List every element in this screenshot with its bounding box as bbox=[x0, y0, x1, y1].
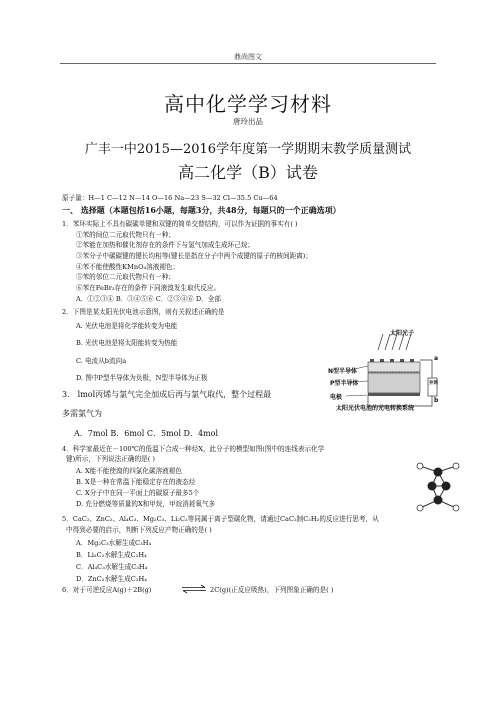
top-electrodes bbox=[370, 359, 414, 362]
p-type-layer bbox=[368, 373, 420, 393]
exam-title: 广丰一中2015—2016学年度第一学期期末教学质量测试 bbox=[84, 142, 412, 157]
q3-stem: 3． lmol丙烯与氯气完全加成后再与氯气取代，整个过程最 bbox=[62, 390, 272, 399]
q6-stem: 6．对于可逆反应A(g)＋2B(g) bbox=[62, 586, 152, 594]
q5-stem-cont: 中得到必要的启示，判断下列反应产物正确的是( ) bbox=[66, 526, 212, 534]
label-electrode: 电极 bbox=[330, 394, 343, 401]
label-grid: 并网 bbox=[429, 381, 438, 386]
q4-option: B. X是一种在常温下能稳定存在的液态烃 bbox=[76, 478, 196, 486]
bottom-electrode bbox=[368, 393, 420, 396]
q3-stem-cont: 多需氯气为 bbox=[62, 409, 102, 418]
q4-option: A. X能不能使溴的四氯化碳溶液褪色 bbox=[76, 467, 182, 475]
molecule-model-figure bbox=[410, 458, 470, 514]
label-a: a bbox=[434, 355, 439, 362]
q1-item: ③苯分子中碳碳键的键长均相等(键长是指在分子中两个成键的原子的核间距离)； bbox=[76, 252, 312, 260]
q2-stem: 2．下图是某太阳光伏电池示意图，则有关叙述正确的是 bbox=[62, 308, 225, 316]
q1-item: ⑥苯在FeBr₃存在的条件下同液溴发生取代反应。 bbox=[76, 284, 221, 292]
figure-caption: 太阳光伏电池的光电转换系统 bbox=[336, 405, 415, 412]
atoms bbox=[417, 463, 459, 511]
q2-option: C. 电流从b流向a bbox=[76, 357, 127, 365]
q5-option: D．ZnC₂水解生成C₂H₄ bbox=[76, 575, 147, 583]
exam-subject: 高二化学（B）试卷 bbox=[178, 163, 318, 182]
doc-author: 唐玲出品 bbox=[233, 117, 263, 126]
q1-item: ②苯能在加热和催化剂存在的条件下与氢气加成生成环己烷； bbox=[76, 241, 255, 249]
section-heading: 一、 选择题（本题包括16小题，每题3分，共48分，每题只的一个正确选项） bbox=[62, 205, 341, 215]
q5-option: B．Li₂C₂水解生成C₂H₄ bbox=[76, 551, 147, 559]
page-header: 鼎尚图文 bbox=[234, 53, 262, 61]
q4-option: C. X分子中在同一平面上的碳原子最多5个 bbox=[76, 489, 200, 497]
atomic-masses: 原子量：H—1 C—12 N—14 O—16 Na—23 S—32 Cl—35.5 Cu—64 bbox=[62, 194, 278, 202]
q5-option: A．Mg₂C₃水解生成C₃H₄ bbox=[76, 539, 152, 547]
label-n-type: N型半导体 bbox=[328, 368, 358, 375]
q4-stem: 4．科学家最近在－100℃的低温下合成一种烃X，此分子的模型如图(图中的连线表示化学 bbox=[62, 445, 325, 453]
q1-item: ⑤苯的邻位二元取代物只有一种； bbox=[76, 273, 175, 281]
label-sun-photon: 太阳光子 bbox=[390, 330, 415, 337]
q5-stem: 5．CaC₂、ZnC₂、Al₄C₃、Mg₂C₃、Li₂C₂等同属于离子型碳化物，请通过CaC₂制C₂H₂的反应进行思考，从 bbox=[62, 515, 379, 523]
equilibrium-arrow-icon bbox=[181, 584, 207, 594]
q1-item: ①苯的间位二元取代物只有一种； bbox=[76, 231, 175, 239]
header-divider bbox=[60, 63, 436, 64]
n-type-layer bbox=[368, 362, 420, 372]
label-b: b bbox=[434, 397, 439, 404]
q4-stem-cont: 键)所示，下列说法正确的是( ) bbox=[66, 455, 155, 463]
q5-option: C．Al₄C₃水解生成C₃H₄ bbox=[76, 563, 148, 571]
q2-option: B. 光伏电池是将太阳能转变为热能 bbox=[76, 339, 178, 347]
q3-options: A．7mol B．6mol C．5mol D．4mol bbox=[74, 429, 219, 438]
q2-option: A. 光伏电池是将化学能转变为电能 bbox=[76, 322, 178, 330]
doc-title: 高中化学学习材料 bbox=[164, 92, 332, 116]
q1-options: A．①②③④ B．③④⑤⑥ C．②③④⑥ D．全部 bbox=[76, 295, 221, 303]
q1-stem: 1．苯环实际上不具有碳碳单键和双键的简单交替结构，可以作为证据的事实有( ) bbox=[62, 220, 298, 228]
q4-option: D. 充分燃烧等质量的X和甲烷，甲烷消耗氧气多 bbox=[76, 500, 216, 508]
q1-item: ④苯不能使酸性KMnO₄溶液褪色； bbox=[76, 263, 180, 271]
label-p-type: P型半导体 bbox=[330, 380, 359, 387]
q6-stem-cont: 2C(g)(正反应吸热)，下列图象正确的是( ) bbox=[210, 586, 334, 594]
q2-option: D. 图中P型半导体为负极，N型半导体为正极 bbox=[76, 374, 208, 382]
